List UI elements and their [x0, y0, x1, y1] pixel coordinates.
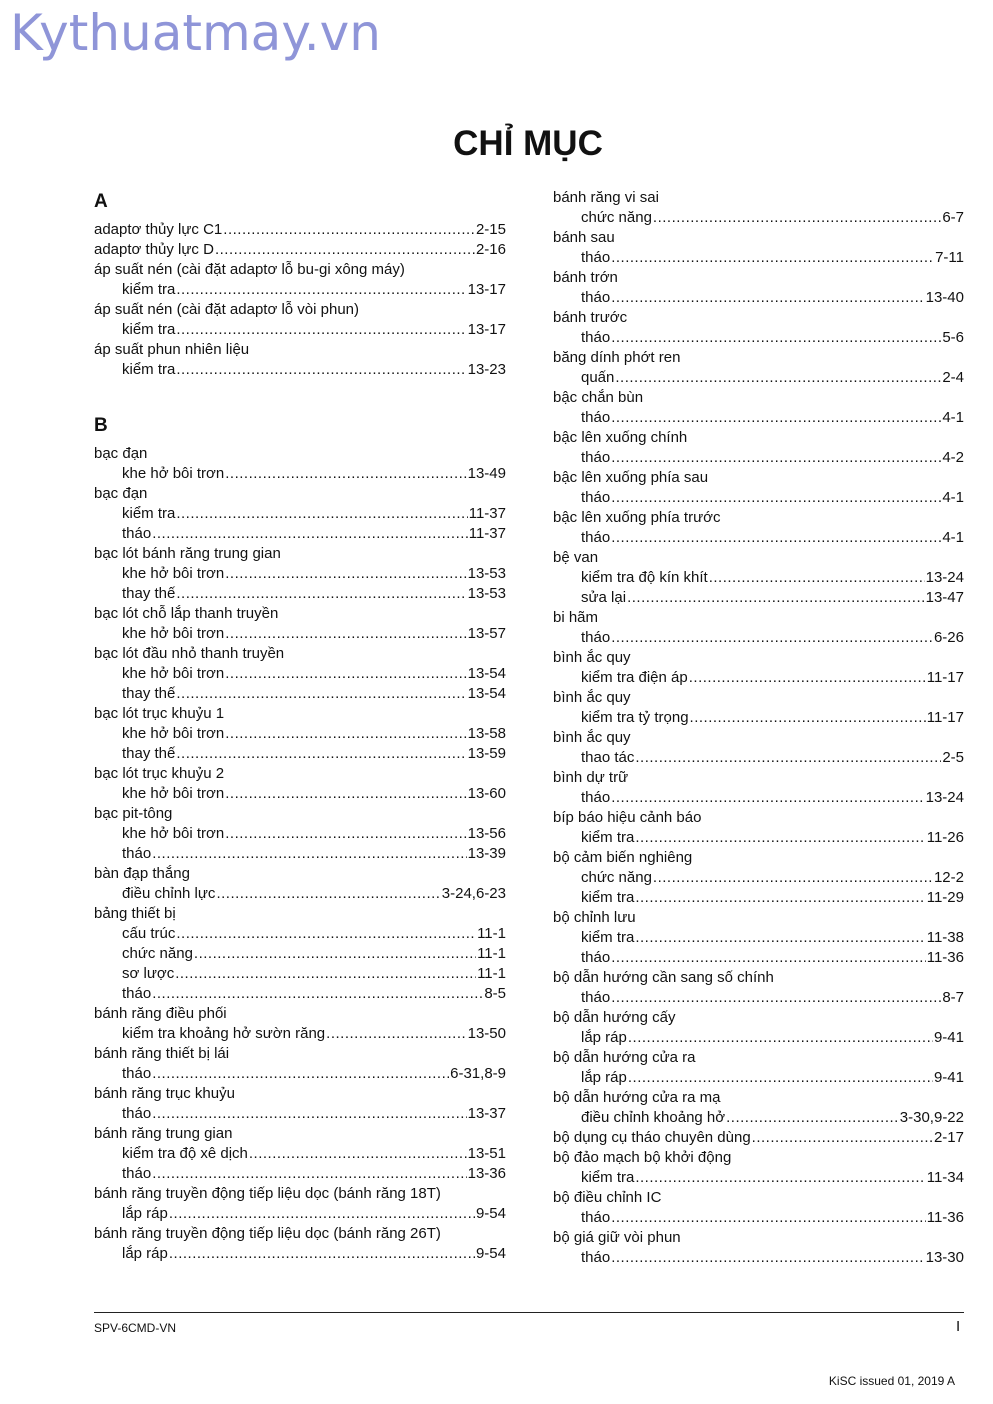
- entry-page-ref: 11-37: [468, 525, 506, 542]
- entry-page-ref: 11-37: [468, 505, 506, 522]
- entry-label: cấu trúc: [122, 925, 176, 942]
- dot-leader: [628, 1068, 933, 1088]
- entry-page-ref: 11-17: [926, 669, 964, 686]
- index-subentry: [94, 944, 506, 964]
- index-term: bộ giá giữ vòi phun: [553, 1229, 681, 1246]
- index-subentry: [94, 884, 506, 904]
- index-column-left: [94, 184, 506, 1264]
- index-letter-heading: B: [94, 415, 108, 436]
- dot-leader: [726, 1108, 899, 1128]
- entry-label: tháo: [581, 289, 611, 306]
- dot-leader: [611, 488, 941, 508]
- index-subentry: [553, 948, 964, 968]
- entry-label: sửa lại: [581, 589, 627, 606]
- index-term: bánh răng trung gian: [94, 1125, 233, 1142]
- entry-label: tháo: [581, 789, 611, 806]
- dot-leader: [635, 928, 925, 948]
- entry-page-ref: 13-53: [467, 585, 506, 602]
- index-term: bộ dẫn hướng cấy: [553, 1009, 676, 1026]
- index-column-right: [553, 188, 964, 1268]
- index-subentry: [553, 888, 964, 908]
- index-subentry: [94, 360, 506, 380]
- index-term: bình ắc quy: [553, 689, 631, 706]
- entry-label: kiểm tra: [581, 829, 635, 846]
- entry-label: kiểm tra tỷ trọng: [581, 709, 689, 726]
- entry-page-ref: 11-1: [477, 945, 506, 962]
- dot-leader: [176, 504, 467, 524]
- index-subentry: [94, 320, 506, 340]
- entry-page-ref: 13-23: [467, 361, 506, 378]
- index-subentry: [553, 1108, 964, 1128]
- entry-page-ref: 11-29: [926, 889, 964, 906]
- index-subentry: [553, 828, 964, 848]
- entry-page-ref: 13-17: [467, 281, 506, 298]
- entry-page-ref: 13-57: [467, 625, 506, 642]
- entry-label: tháo: [581, 409, 611, 426]
- entry-label: lắp ráp: [581, 1029, 627, 1046]
- entry-page-ref: 13-54: [467, 665, 506, 682]
- index-term: bộ điều chỉnh IC: [553, 1189, 662, 1206]
- entry-page-ref: 6-7: [942, 209, 964, 226]
- dot-leader: [653, 208, 941, 228]
- index-term: bánh sau: [553, 229, 615, 246]
- dot-leader: [176, 924, 476, 944]
- dot-leader: [152, 1164, 466, 1184]
- index-term: bánh trước: [553, 309, 628, 326]
- entry-page-ref: 6-26: [933, 629, 964, 646]
- entry-page-ref: 8-7: [942, 989, 964, 1006]
- entry-label: kiểm tra điện áp: [581, 669, 688, 686]
- dot-leader: [635, 828, 925, 848]
- index-term: bánh răng trục khuỷu: [94, 1085, 235, 1102]
- entry-label: tháo: [122, 985, 152, 1002]
- entry-label: lắp ráp: [581, 1069, 627, 1086]
- entry-page-ref: 13-30: [925, 1249, 964, 1266]
- dot-leader: [249, 1144, 467, 1164]
- index-term: bánh răng thiết bị lái: [94, 1045, 230, 1062]
- index-term: bàn đạp thắng: [94, 865, 190, 882]
- index-subentry: [94, 1144, 506, 1164]
- entry-page-ref: 11-36: [926, 1209, 964, 1226]
- entry-label: kiểm tra độ xê dịch: [122, 1145, 248, 1162]
- page-title: CHỈ MỤC: [453, 124, 603, 163]
- index-term: bậc chắn bùn: [553, 389, 644, 406]
- entry-label: kiểm tra: [581, 929, 635, 946]
- entry-page-ref: 12-2: [933, 869, 964, 886]
- entry-page-ref: 9-41: [933, 1069, 964, 1086]
- index-term: bánh răng điều phối: [94, 1005, 227, 1022]
- index-subentry: [94, 844, 506, 864]
- entry-label: tháo: [581, 449, 611, 466]
- dot-leader: [611, 1208, 926, 1228]
- entry-page-ref: 4-2: [942, 449, 964, 466]
- index-subentry: [94, 464, 506, 484]
- index-subentry: [94, 524, 506, 544]
- entry-label: thao tác: [581, 749, 635, 766]
- index-term: bộ dẫn hướng cửa ra mạ: [553, 1089, 721, 1106]
- dot-leader: [653, 868, 933, 888]
- entry-label: thay thế: [122, 585, 176, 602]
- entry-page-ref: 2-5: [942, 749, 964, 766]
- dot-leader: [176, 320, 466, 340]
- index-subentry: [94, 664, 506, 684]
- entry-page-ref: 13-49: [467, 465, 506, 482]
- index-subentry: [553, 1168, 964, 1188]
- index-subentry: [553, 668, 964, 688]
- index-term: bạc pit-tông: [94, 805, 173, 822]
- entry-page-ref: 13-53: [467, 565, 506, 582]
- dot-leader: [628, 1028, 933, 1048]
- entry-page-ref: 13-60: [467, 785, 506, 802]
- index-letter-heading: A: [94, 191, 108, 212]
- entry-page-ref: 13-17: [467, 321, 506, 338]
- index-term: bạc lót bánh răng trung gian: [94, 545, 281, 562]
- dot-leader: [169, 1244, 475, 1264]
- index-term: bạc đạn: [94, 485, 148, 502]
- entry-page-ref: 13-24: [925, 569, 964, 586]
- index-subentry: [94, 1024, 506, 1044]
- entry-page-ref: 13-56: [467, 825, 506, 842]
- entry-page-ref: 11-1: [477, 965, 506, 982]
- dot-leader: [152, 524, 468, 544]
- index-subentry: [553, 1028, 964, 1048]
- entry-label: khe hở bôi trơn: [122, 725, 225, 742]
- footer-doc-code: SPV-6CMD-VN: [94, 1321, 177, 1335]
- index-subentry: [94, 724, 506, 744]
- index-subentry: [94, 1104, 506, 1124]
- entry-label: kiểm tra độ kín khít: [581, 569, 708, 586]
- entry-label: chức năng: [122, 945, 193, 962]
- index-entry: [553, 1128, 964, 1148]
- dot-leader: [752, 1128, 933, 1148]
- index-subentry: [553, 588, 964, 608]
- dot-leader: [635, 888, 925, 908]
- entry-page-ref: 2-16: [475, 241, 506, 258]
- entry-page-ref: 4-1: [942, 409, 964, 426]
- index-subentry: [553, 788, 964, 808]
- entry-page-ref: 13-59: [467, 745, 506, 762]
- dot-leader: [611, 948, 926, 968]
- entry-page-ref: 2-17: [933, 1129, 964, 1146]
- dot-leader: [326, 1024, 466, 1044]
- entry-page-ref: 11-1: [477, 925, 506, 942]
- entry-label: lắp ráp: [122, 1245, 168, 1262]
- dot-leader: [611, 448, 941, 468]
- entry-page-ref: 13-39: [467, 845, 506, 862]
- index-subentry: [553, 568, 964, 588]
- dot-leader: [152, 984, 483, 1004]
- index-term: bộ cảm biến nghiêng: [553, 849, 693, 866]
- index-term: áp suất phun nhiên liệu: [94, 341, 250, 358]
- dot-leader: [225, 724, 466, 744]
- dot-leader: [225, 624, 466, 644]
- index-subentry: [94, 584, 506, 604]
- index-term: bạc đạn: [94, 445, 148, 462]
- dot-leader: [216, 884, 440, 904]
- entry-label: kiểm tra: [122, 505, 176, 522]
- entry-label: kiểm tra: [122, 361, 176, 378]
- entry-label: bộ dụng cụ tháo chuyên dùng: [553, 1129, 751, 1146]
- index-subentry: [553, 408, 964, 428]
- index-term: bộ dẫn hướng cửa ra: [553, 1049, 696, 1066]
- dot-leader: [611, 248, 934, 268]
- footer-divider: [94, 1312, 964, 1313]
- dot-leader: [611, 1248, 924, 1268]
- entry-page-ref: 11-34: [926, 1169, 964, 1186]
- index-term: bánh răng truyền động tiếp liệu dọc (bánh răng 26T): [94, 1225, 441, 1242]
- entry-page-ref: 13-58: [467, 725, 506, 742]
- dot-leader: [611, 288, 924, 308]
- dot-leader: [176, 684, 466, 704]
- entry-label: tháo: [122, 1165, 152, 1182]
- index-subentry: [553, 208, 964, 228]
- dot-leader: [152, 1064, 449, 1084]
- entry-page-ref: 6-31,8-9: [450, 1065, 506, 1082]
- entry-page-ref: 13-40: [925, 289, 964, 306]
- dot-leader: [152, 1104, 466, 1124]
- entry-page-ref: 13-36: [467, 1165, 506, 1182]
- index-term: áp suất nén (cài đặt adaptơ lỗ vòi phun): [94, 301, 360, 318]
- dot-leader: [225, 824, 466, 844]
- index-subentry: [94, 504, 506, 524]
- dot-leader: [169, 1204, 475, 1224]
- index-term: bánh răng vi sai: [553, 189, 659, 206]
- index-subentry: [553, 248, 964, 268]
- entry-label: tháo: [122, 845, 152, 862]
- entry-page-ref: 9-54: [475, 1245, 506, 1262]
- entry-page-ref: 11-17: [926, 709, 964, 726]
- entry-page-ref: 8-5: [484, 985, 506, 1002]
- index-subentry: [94, 624, 506, 644]
- dot-leader: [215, 240, 475, 260]
- index-term: bộ chỉnh lưu: [553, 909, 636, 926]
- entry-page-ref: 4-1: [942, 529, 964, 546]
- index-term: bậc lên xuống chính: [553, 429, 688, 446]
- index-subentry: [94, 1244, 506, 1264]
- dot-leader: [176, 360, 466, 380]
- index-subentry: [553, 928, 964, 948]
- index-term: bệ van: [553, 549, 599, 566]
- entry-label: kiểm tra: [122, 321, 176, 338]
- index-subentry: [94, 684, 506, 704]
- entry-label: khe hở bôi trơn: [122, 665, 225, 682]
- dot-leader: [176, 280, 466, 300]
- dot-leader: [176, 744, 466, 764]
- index-term: bộ dẫn hướng cần sang số chính: [553, 969, 774, 986]
- index-subentry: [553, 1208, 964, 1228]
- index-subentry: [553, 628, 964, 648]
- index-term: bậc lên xuống phía sau: [553, 469, 709, 486]
- dot-leader: [223, 220, 475, 240]
- entry-label: adaptơ thủy lực D: [94, 241, 214, 258]
- index-subentry: [553, 448, 964, 468]
- index-term: áp suất nén (cài đặt adaptơ lỗ bu-gi xông máy): [94, 261, 405, 278]
- index-subentry: [553, 528, 964, 548]
- dot-leader: [709, 568, 925, 588]
- entry-label: tháo: [581, 329, 611, 346]
- index-subentry: [94, 964, 506, 984]
- entry-label: tháo: [581, 529, 611, 546]
- index-subentry: [553, 1068, 964, 1088]
- index-term: bộ đảo mạch bộ khởi động: [553, 1149, 732, 1166]
- entry-page-ref: 11-36: [926, 949, 964, 966]
- index-subentry: [94, 1064, 506, 1084]
- index-term: bình ắc quy: [553, 649, 631, 666]
- dot-leader: [175, 964, 476, 984]
- entry-page-ref: 3-24,6-23: [441, 885, 506, 902]
- entry-label: khe hở bôi trơn: [122, 625, 225, 642]
- index-entry: [94, 220, 506, 240]
- entry-label: chức năng: [581, 209, 652, 226]
- index-subentry: [553, 988, 964, 1008]
- entry-page-ref: 7-11: [935, 249, 964, 266]
- dot-leader: [611, 788, 924, 808]
- index-term: bình ắc quy: [553, 729, 631, 746]
- index-term: bíp báo hiệu cảnh báo: [553, 809, 702, 826]
- index-term: bậc lên xuống phía trước: [553, 509, 721, 526]
- entry-page-ref: 13-47: [925, 589, 964, 606]
- dot-leader: [627, 588, 925, 608]
- index-subentry: [94, 744, 506, 764]
- entry-label: tháo: [122, 525, 152, 542]
- entry-label: lắp ráp: [122, 1205, 168, 1222]
- entry-label: tháo: [581, 989, 611, 1006]
- entry-page-ref: 11-26: [926, 829, 964, 846]
- index-subentry: [94, 984, 506, 1004]
- index-subentry: [94, 784, 506, 804]
- entry-label: tháo: [122, 1065, 152, 1082]
- index-subentry: [553, 868, 964, 888]
- entry-label: khe hở bôi trơn: [122, 825, 225, 842]
- index-subentry: [553, 708, 964, 728]
- dot-leader: [611, 528, 941, 548]
- entry-label: chức năng: [581, 869, 652, 886]
- index-term: bạc lót đầu nhỏ thanh truyền: [94, 645, 285, 662]
- entry-label: kiểm tra: [581, 1169, 635, 1186]
- entry-page-ref: 11-38: [926, 929, 964, 946]
- dot-leader: [611, 328, 941, 348]
- entry-page-ref: 13-50: [467, 1025, 506, 1042]
- entry-label: kiểm tra: [581, 889, 635, 906]
- entry-page-ref: 13-24: [925, 789, 964, 806]
- dot-leader: [194, 944, 476, 964]
- dot-leader: [611, 408, 941, 428]
- entry-page-ref: 13-37: [467, 1105, 506, 1122]
- dot-leader: [225, 564, 466, 584]
- entry-label: adaptơ thủy lực C1: [94, 221, 223, 238]
- entry-label: sơ lược: [122, 965, 175, 982]
- entry-label: tháo: [581, 489, 611, 506]
- dot-leader: [225, 464, 466, 484]
- index-term: bánh trớn: [553, 269, 618, 286]
- issued-note: KiSC issued 01, 2019 A: [828, 1374, 955, 1388]
- entry-label: tháo: [581, 949, 611, 966]
- index-term: băng dính phớt ren: [553, 349, 681, 366]
- entry-label: điều chỉnh lực: [122, 885, 216, 902]
- entry-label: tháo: [581, 629, 611, 646]
- dot-leader: [225, 664, 466, 684]
- entry-label: điều chỉnh khoảng hở: [581, 1109, 726, 1126]
- index-subentry: [94, 824, 506, 844]
- dot-leader: [689, 668, 926, 688]
- watermark-text: Kythuatmay.vn: [10, 4, 381, 62]
- index-term: bạc lót trục khuỷu 2: [94, 765, 225, 782]
- entry-label: tháo: [581, 1209, 611, 1226]
- entry-label: khe hở bôi trơn: [122, 785, 225, 802]
- entry-label: kiểm tra: [122, 281, 176, 298]
- index-subentry: [553, 748, 964, 768]
- entry-page-ref: 3-30,9-22: [899, 1109, 964, 1126]
- index-term: bi hãm: [553, 609, 599, 626]
- index-subentry: [553, 288, 964, 308]
- dot-leader: [635, 1168, 925, 1188]
- entry-page-ref: 4-1: [942, 489, 964, 506]
- dot-leader: [152, 844, 466, 864]
- entry-page-ref: 13-54: [467, 685, 506, 702]
- dot-leader: [615, 368, 941, 388]
- index-subentry: [94, 924, 506, 944]
- entry-page-ref: 9-41: [933, 1029, 964, 1046]
- index-subentry: [94, 1204, 506, 1224]
- index-subentry: [94, 1164, 506, 1184]
- index-term: bạc lót trục khuỷu 1: [94, 705, 225, 722]
- dot-leader: [611, 628, 933, 648]
- entry-label: tháo: [581, 1249, 611, 1266]
- entry-page-ref: 2-15: [475, 221, 506, 238]
- index-term: bạc lót chỗ lắp thanh truyền: [94, 605, 279, 622]
- index-term: bảng thiết bị: [94, 905, 176, 922]
- dot-leader: [176, 584, 466, 604]
- entry-page-ref: 2-4: [942, 369, 964, 386]
- entry-label: kiểm tra khoảng hở sườn răng: [122, 1025, 326, 1042]
- entry-label: tháo: [581, 249, 611, 266]
- dot-leader: [611, 988, 941, 1008]
- index-entry: [94, 240, 506, 260]
- index-subentry: [553, 328, 964, 348]
- index-subentry: [553, 1248, 964, 1268]
- entry-label: thay thế: [122, 745, 176, 762]
- index-subentry: [553, 368, 964, 388]
- index-term: bình dự trữ: [553, 769, 629, 786]
- section-gap: [94, 380, 506, 408]
- entry-label: thay thế: [122, 685, 176, 702]
- entry-label: tháo: [122, 1105, 152, 1122]
- entry-page-ref: 9-54: [475, 1205, 506, 1222]
- index-subentry: [553, 488, 964, 508]
- entry-page-ref: 5-6: [942, 329, 964, 346]
- entry-label: khe hở bôi trơn: [122, 465, 225, 482]
- entry-page-ref: 13-51: [467, 1145, 506, 1162]
- index-subentry: [94, 280, 506, 300]
- index-subentry: [94, 564, 506, 584]
- entry-label: quấn: [581, 369, 615, 386]
- footer-page-number: I: [956, 1318, 961, 1335]
- dot-leader: [635, 748, 941, 768]
- entry-label: khe hở bôi trơn: [122, 565, 225, 582]
- index-term: bánh răng truyền động tiếp liệu dọc (bánh răng 18T): [94, 1185, 441, 1202]
- dot-leader: [690, 708, 926, 728]
- dot-leader: [225, 784, 466, 804]
